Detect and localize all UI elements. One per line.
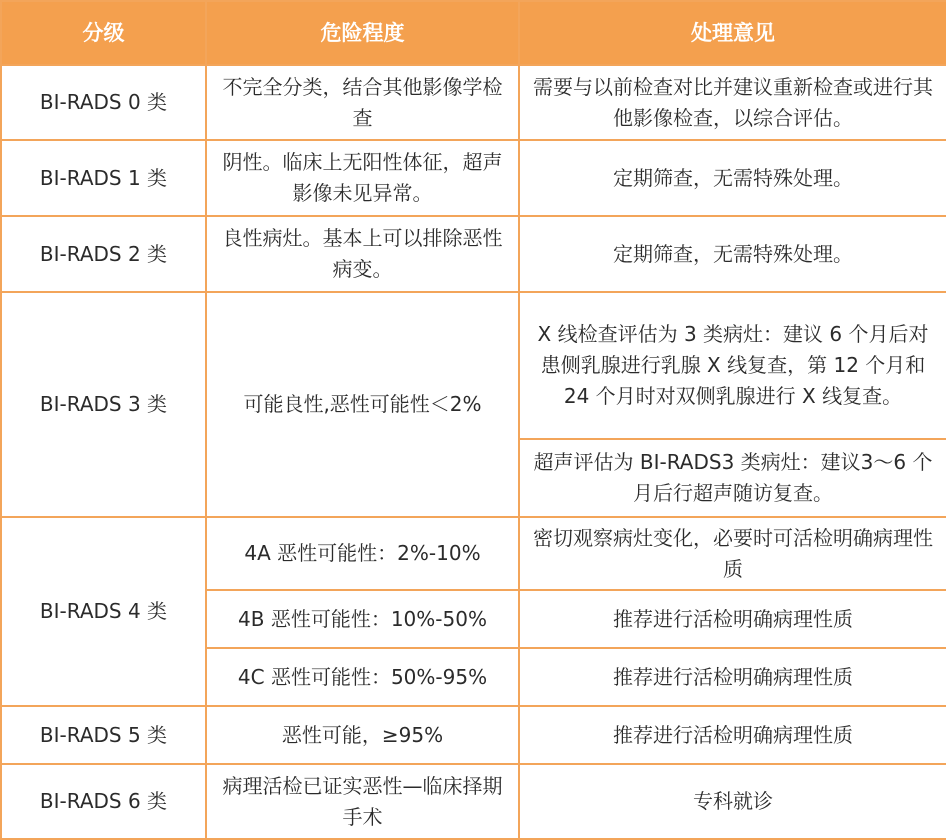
- table-row-c1: [1, 140, 946, 216]
- risk-cell: 阴性。临床上无阳性体征，超声影像未见异常。: [206, 140, 519, 216]
- grade-cell: BI-RADS 1 类: [1, 140, 206, 216]
- grade-cell: BI-RADS 3 类: [1, 292, 206, 517]
- table-row-c3: [1, 292, 946, 439]
- grade-cell: BI-RADS 6 类: [1, 764, 206, 839]
- advice-cell: 定期筛查，无需特殊处理。: [519, 216, 946, 292]
- advice-cell-ultrasound: 超声评估为 BI-RADS3 类病灶：建议3～6 个月后行超声随访复查。: [519, 439, 946, 517]
- risk-cell: 可能良性,恶性可能性＜2%: [206, 292, 519, 517]
- table-row-c5: [1, 706, 946, 764]
- grade-cell: BI-RADS 4 类: [1, 517, 206, 706]
- advice-cell: 推荐进行活检明确病理性质: [519, 706, 946, 764]
- table-row-c0: [1, 65, 946, 140]
- risk-cell: 良性病灶。基本上可以排除恶性病变。: [206, 216, 519, 292]
- advice-cell: 需要与以前检查对比并建议重新检查或进行其他影像检查，以综合评估。: [519, 65, 946, 140]
- header-advice: 处理意见: [519, 1, 946, 65]
- table-row-c4a: [1, 517, 946, 590]
- risk-cell: 病理活检已证实恶性—临床择期手术: [206, 764, 519, 839]
- risk-cell: 恶性可能，≥95%: [206, 706, 519, 764]
- advice-cell: 定期筛查，无需特殊处理。: [519, 140, 946, 216]
- advice-cell-4a: 密切观察病灶变化，必要时可活检明确病理性质: [519, 517, 946, 590]
- table-row-c6: [1, 764, 946, 839]
- header-risk: 危险程度: [206, 1, 519, 65]
- grade-cell: BI-RADS 5 类: [1, 706, 206, 764]
- advice-cell-xray: X 线检查评估为 3 类病灶：建议 6 个月后对患侧乳腺进行乳腺 X 线复查，第 12 个月和 24 个月时对双侧乳腺进行 X 线复查。: [519, 292, 946, 439]
- grade-cell: BI-RADS 0 类: [1, 65, 206, 140]
- table-row-c2: [1, 216, 946, 292]
- risk-cell-4c: 4C 恶性可能性：50%-95%: [206, 648, 519, 706]
- advice-cell-4b: 推荐进行活检明确病理性质: [519, 590, 946, 648]
- advice-cell-4c: 推荐进行活检明确病理性质: [519, 648, 946, 706]
- risk-cell-4a: 4A 恶性可能性：2%-10%: [206, 517, 519, 590]
- risk-cell-4b: 4B 恶性可能性：10%-50%: [206, 590, 519, 648]
- header-grade: 分级: [1, 1, 206, 65]
- grade-cell: BI-RADS 2 类: [1, 216, 206, 292]
- advice-cell: 专科就诊: [519, 764, 946, 839]
- risk-cell: 不完全分类，结合其他影像学检查: [206, 65, 519, 140]
- header-row: [1, 1, 946, 65]
